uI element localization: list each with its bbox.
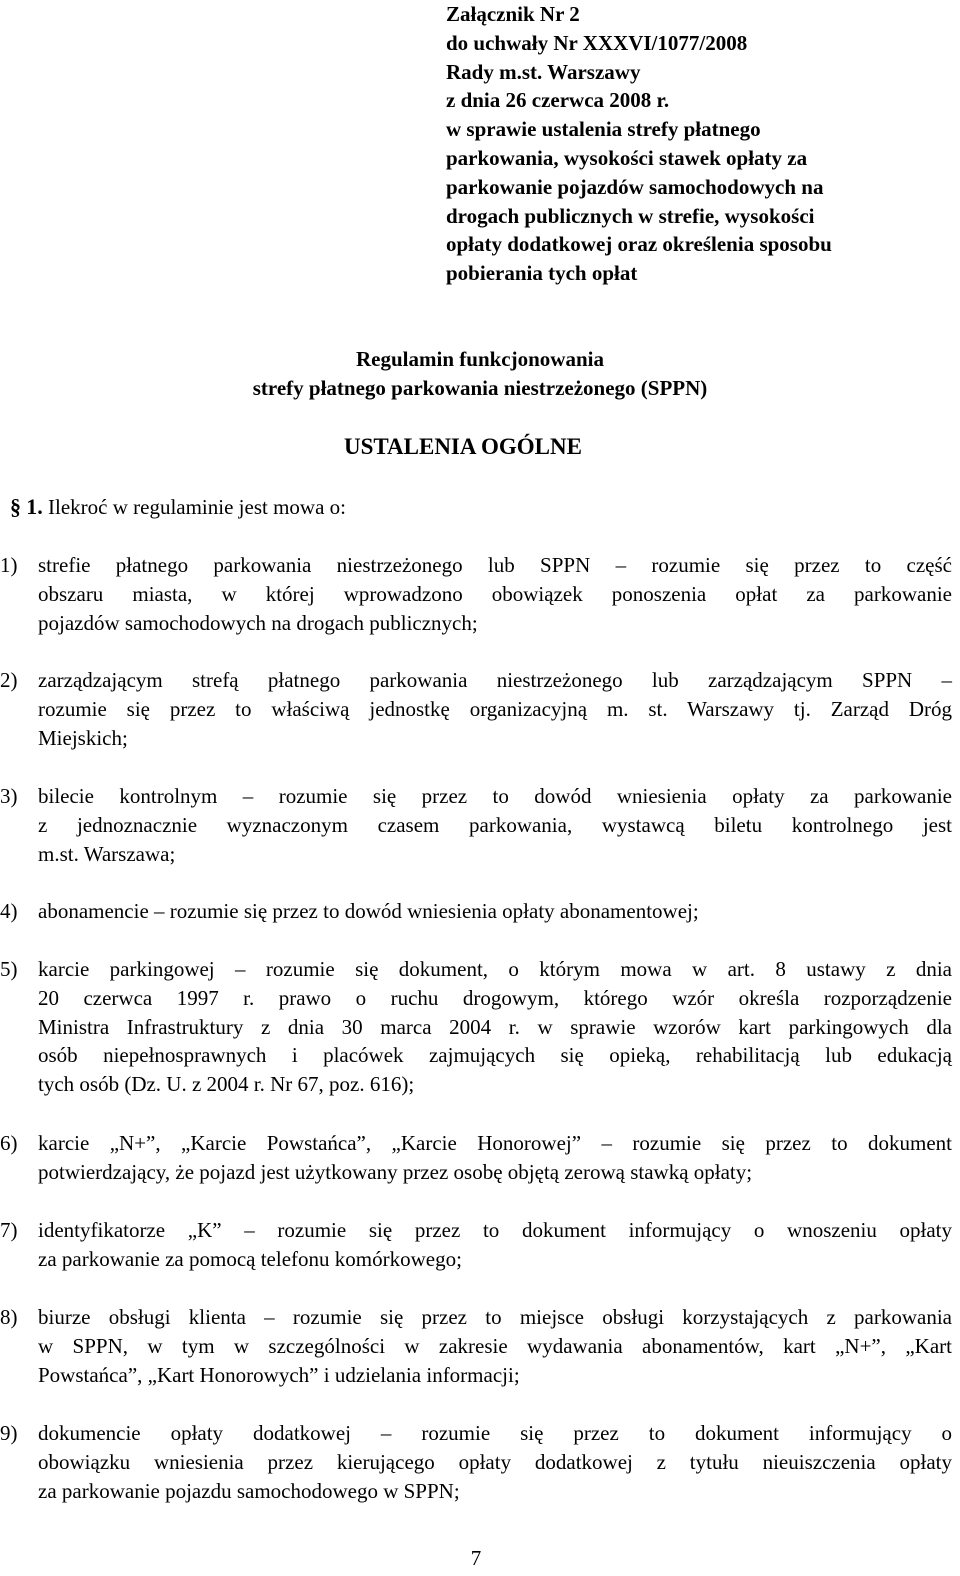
definition-line: z jednoznacznie wyznaczonym czasem parkowania, wystawcą biletu kontrolnego jest (38, 812, 952, 837)
definition-line: bilecie kontrolnym – rozumie się przez to dowód wniesienia opłaty za parkowanie (38, 784, 952, 808)
definition-marker: 9) (0, 1421, 18, 1445)
attachment-line: drogach publicznych w strefie, wysokości (446, 203, 815, 228)
section-symbol: § (10, 494, 21, 519)
definition-line: za parkowanie pojazdu samochodowego w SPPN; (38, 1478, 460, 1503)
definition-line: zarządzającym strefą płatnego parkowania niestrzeżonego lub zarządzającym SPPN – (38, 668, 952, 692)
definition-line: Ministra Infrastruktury z dnia 30 marca 2004 r. w sprawie wzorów kart parkingowych dla (38, 1014, 952, 1039)
definition-item (0, 955, 952, 1099)
definition-line: za parkowanie za pomocą telefonu komórkowego; (38, 1246, 462, 1271)
definition-item (0, 1303, 952, 1389)
paragraph-intro-text: Ilekroć w regulaminie jest mowa o: (48, 495, 346, 519)
definition-line: dokumencie opłaty dodatkowej – rozumie się przez to dokument informujący o (38, 1421, 952, 1445)
definition-line: rozumie się przez to właściwą jednostkę organizacyjną m. st. Warszawy tj. Zarząd Dróg (38, 696, 952, 721)
section-heading: USTALENIA OGÓLNE (344, 434, 582, 459)
definition-marker: 7) (0, 1218, 18, 1242)
attachment-line: opłaty dodatkowej oraz określenia sposobu (446, 232, 832, 257)
paragraph-number: 1. (26, 494, 43, 519)
definition-marker: 2) (0, 668, 18, 692)
attachment-line: Załącznik Nr 2 (446, 2, 580, 26)
definition-line: w SPPN, w tym w szczególności w zakresie wydawania abonamentów, kart „N+”, „Kart (38, 1333, 952, 1358)
definition-line: obowiązku wniesienia przez kierującego opłaty dodatkowej z tytułu nieuiszczenia opłaty (38, 1449, 952, 1474)
attachment-line: parkowania, wysokości stawek opłaty za (446, 145, 808, 170)
definition-item (0, 782, 952, 868)
definition-line: pojazdów samochodowych na drogach publicznych; (38, 610, 478, 635)
definition-line: obszaru miasta, w której wprowadzono obowiązek ponoszenia opłat za parkowanie (38, 581, 952, 606)
attachment-line: Rady m.st. Warszawy (446, 59, 641, 84)
definition-line: abonamencie – rozumie się przez to dowód wniesienia opłaty abonamentowej; (38, 899, 699, 923)
definition-line: 20 czerwca 1997 r. prawo o ruchu drogowym, którego wzór określa rozporządzenie (38, 985, 952, 1010)
attachment-header (446, 0, 946, 288)
definition-line: biurze obsługi klienta – rozumie się przez to miejsce obsługi korzystających z parkowania (38, 1305, 952, 1329)
definition-line: karcie parkingowej – rozumie się dokument, o którym mowa w art. 8 ustawy z dnia (38, 957, 952, 981)
definition-line: potwierdzający, że pojazd jest użytkowany przez osobę objętą zerową stawką opłaty; (38, 1159, 753, 1184)
definition-line: Powstańca”, „Kart Honorowych” i udzielania informacji; (38, 1362, 520, 1387)
definition-item (0, 897, 952, 926)
definition-marker: 4) (0, 899, 18, 923)
definition-line: identyfikatorze „K” – rozumie się przez to dokument informujący o wnoszeniu opłaty (38, 1218, 952, 1242)
attachment-line: z dnia 26 czerwca 2008 r. (446, 88, 670, 113)
definition-item (0, 1216, 952, 1274)
title-line-1: Regulamin funkcjonowania (356, 347, 604, 371)
definition-item (0, 1419, 952, 1505)
definition-marker: 8) (0, 1305, 18, 1329)
attachment-line: parkowanie pojazdów samochodowych na (446, 174, 824, 199)
definition-line: tych osób (Dz. U. z 2004 r. Nr 67, poz. 616); (38, 1072, 415, 1097)
definition-line: strefie płatnego parkowania niestrzeżonego lub SPPN – rozumie się przez to część (38, 553, 952, 577)
definition-line: m.st. Warszawa; (38, 841, 176, 866)
document-title (0, 345, 960, 403)
definition-marker: 6) (0, 1131, 18, 1155)
definition-marker: 3) (0, 784, 18, 808)
definition-line: osób niepełnosprawnych i placówek zajmujących się opieką, rehabilitacją lub edukacją (38, 1043, 952, 1068)
attachment-line: do uchwały Nr XXXVI/1077/2008 (446, 30, 748, 55)
paragraph-intro (10, 492, 346, 522)
definition-marker: 1) (0, 553, 18, 577)
definition-item (0, 666, 952, 752)
definition-item (0, 551, 952, 637)
definition-line: karcie „N+”, „Karcie Powstańca”, „Karcie Honorowej” – rozumie się przez to dokument (38, 1131, 952, 1155)
definition-marker: 5) (0, 957, 18, 981)
definition-item (0, 1129, 952, 1187)
definition-line: Miejskich; (38, 725, 128, 750)
page-number: 7 (470, 1546, 482, 1570)
title-line-2: strefy płatnego parkowania niestrzeżonego (SPPN) (252, 375, 708, 400)
attachment-line: w sprawie ustalenia strefy płatnego (446, 117, 761, 142)
attachment-line: pobierania tych opłat (446, 261, 638, 286)
